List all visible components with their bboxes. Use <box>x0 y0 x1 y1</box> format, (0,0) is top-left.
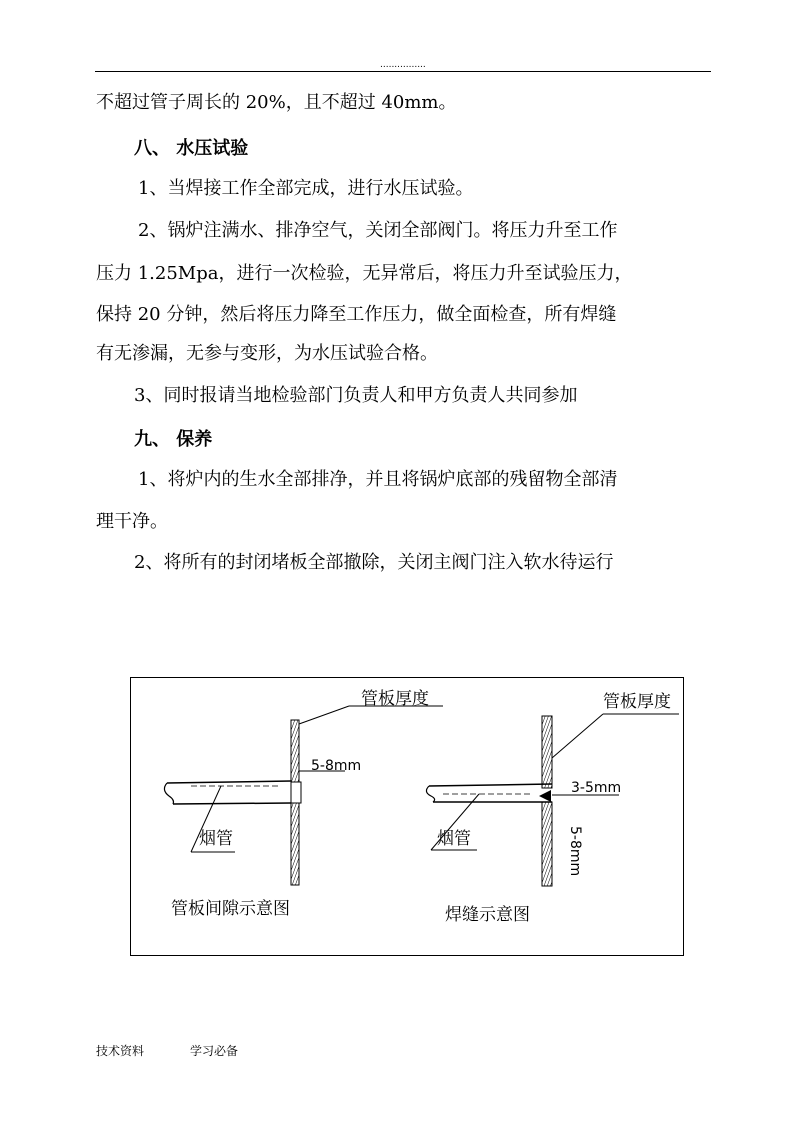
diagram-svg <box>131 678 685 957</box>
right-diagram <box>426 714 679 886</box>
right-tube-plate-lower <box>542 802 552 886</box>
right-caption: 焊缝示意图 <box>445 905 530 925</box>
right-tube-plate-label: 管板厚度 <box>603 692 671 712</box>
left-gap-label: 5-8mm <box>311 758 362 774</box>
left-caption: 管板间隙示意图 <box>171 899 290 919</box>
list-item: 1、当焊接工作全部完成，进行水压试验。 <box>138 178 474 199</box>
left-flue-label: 烟管 <box>199 829 233 849</box>
footer-left: 技术资料 <box>96 1044 145 1058</box>
left-diagram <box>164 706 443 885</box>
left-plate-leader <box>299 706 349 724</box>
right-tube-plate-upper <box>542 716 552 788</box>
right-weld-label-h: 3-5mm <box>571 780 622 796</box>
left-tube-plate-label: 管板厚度 <box>361 689 429 709</box>
paragraph-line: 有无渗漏，无参与变形，为水压试验合格。 <box>96 343 438 364</box>
footer-right: 学习必备 <box>190 1044 239 1058</box>
list-item: 2、将所有的封闭堵板全部撤除，关闭主阀门注入软水待运行 <box>134 552 614 573</box>
paragraph-line: 保持 20 分钟，然后将压力降至工作压力，做全面检查，所有焊缝 <box>96 304 617 325</box>
left-tube-plate-lower <box>291 803 299 885</box>
section-8-title: 八、 水压试验 <box>134 138 249 159</box>
header-rule <box>95 71 711 72</box>
right-weld-label-v: 5-8mm <box>567 826 583 877</box>
section-9-title: 九、 保养 <box>134 429 213 450</box>
right-flue-tube <box>426 784 552 802</box>
paragraph-line: 压力 1.25Mpa，进行一次检验，无异常后，将压力升至试验压力， <box>96 263 633 284</box>
left-tube-plate-upper <box>291 720 299 792</box>
list-item: 2、锅炉注满水、排净空气，关闭全部阀门。将压力升至工作 <box>138 220 618 241</box>
list-item: 1、将炉内的生水全部排净，并且将锅炉底部的残留物全部清 <box>138 469 618 490</box>
left-flue-tube <box>164 781 301 804</box>
right-flue-label: 烟管 <box>437 829 471 849</box>
paragraph-line: 理干净。 <box>96 511 168 532</box>
diagram-frame <box>130 677 684 956</box>
right-plate-leader <box>552 714 603 758</box>
list-item: 3、同时报请当地检验部门负责人和甲方负责人共同参加 <box>134 385 578 406</box>
header-dots: ................ <box>380 60 426 70</box>
paragraph-line: 不超过管子周长的 20%，且不超过 40mm。 <box>96 92 457 113</box>
